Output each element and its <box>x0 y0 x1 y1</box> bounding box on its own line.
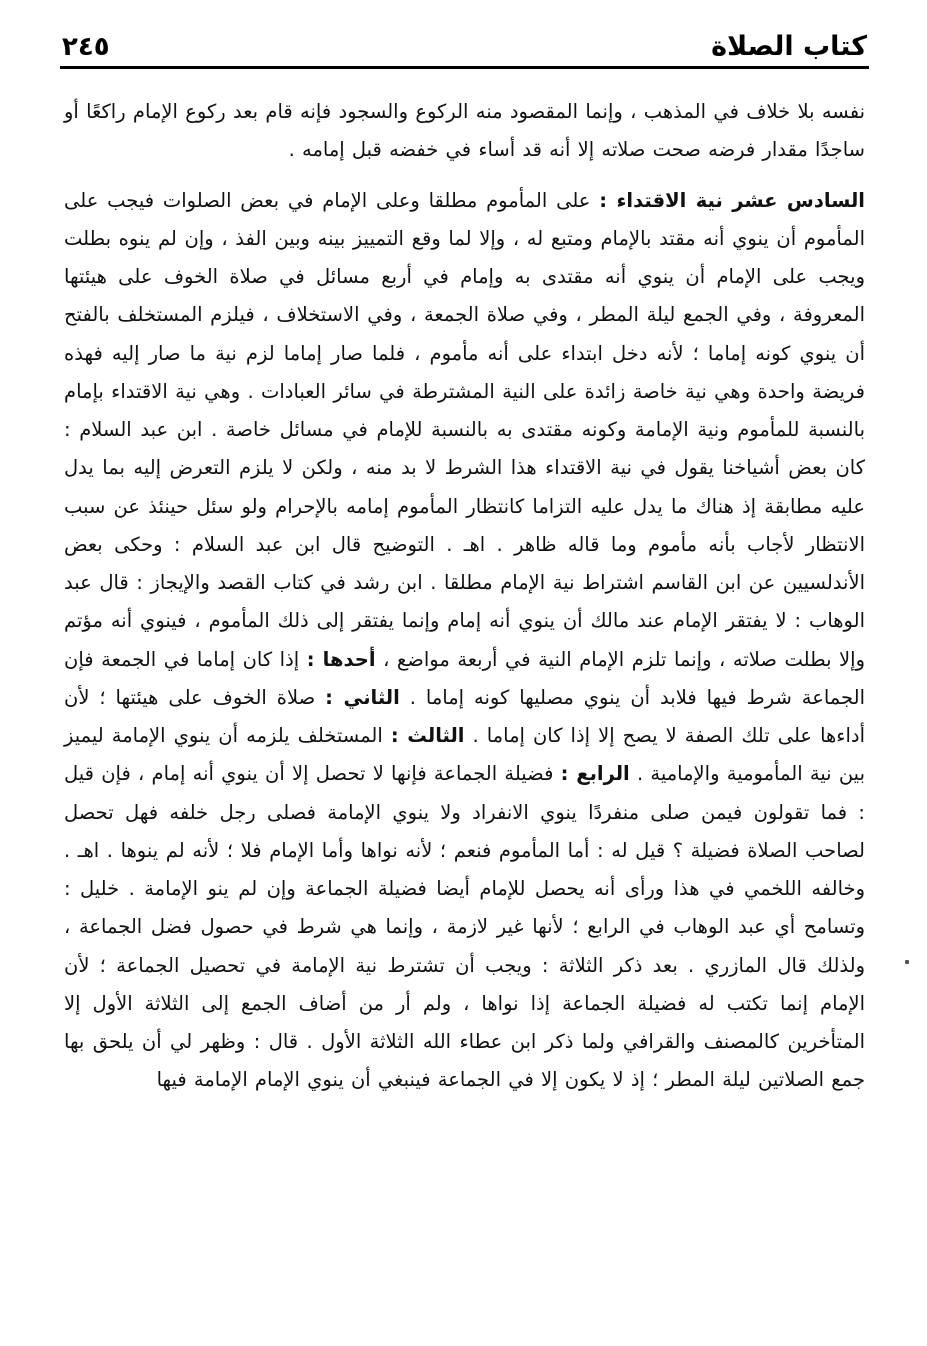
label-first: أحدها : <box>306 647 376 671</box>
page-header <box>62 24 867 64</box>
text-run-2: إذا كان إماما في الجمعة فإن الجماعة شرط فيها فلابد أن ينوي مصليها كونه إماما . <box>64 647 865 709</box>
scan-speck <box>905 960 909 964</box>
paragraph-intention-of-following <box>64 182 865 1100</box>
label-second: الثاني : <box>325 685 400 709</box>
label-third: الثالث : <box>390 724 465 747</box>
header-rule <box>60 66 869 69</box>
text-run-4: المستخلف يلزمه أن ينوي الإمامة ليميز بين نية المأمومية والإمامية . <box>64 724 865 786</box>
section-lead: السادس عشر نية الاقتداء : <box>599 188 865 212</box>
text-run-1: على المأموم مطلقا وعلى الإمام في بعض الصلوات فيجب على المأموم أن ينوي أنه مقتد بالإمام ومتبع له ، وإلا لما وقع التمييز بينه وبين الفذ ، وإن لم ينوه بطلت ويجب على الإمام أن ينوي أنه مقتدى به وإمام في أربع مسائل في صلاة الخوف على هيئتها المعروفة ، وفي الجمع ليلة المطر ، وفي صلاة الجمعة ، وفي الاستخلاف ، فيلزم المستخلف بالفتح أن ينوي كونه إماما ؛ لأنه دخل ابتداء على أنه مأموم ، فلما صار إماما لزم نية ما صار إليه فهذه فريضة واحدة وهي نية خاصة زائدة على النية المشترطة في سائر العبادات . وهي نية الاقتداء بإمام بالنسبة للمأموم ونية الإمامة وكونه مقتدى به بالنسبة للإمام في مسائل خاصة . ابن عبد السلام : كان بعض أشياخنا يقول في نية الاقتداء هذا الشرط لا بد منه ، ولكن لا يلزم التعرض إليه بما يدل عليه مطابقة إذ هناك ما يدل عليه التزاما كانتظار المأموم إمامه بالإحرام ولو سئل حينئذ عن سبب الانتظار لأجاب بأنه مأموم وما قاله ظاهر . اهـ . التوضيح قال ابن عبد السلام : وحكى بعض الأندلسيين عن ابن القاسم اشتراط نية الإمام مطلقا . ابن رشد في كتاب القصد والإيجاز : قال عبد الوهاب : لا يفتقر الإمام عند مالك أن ينوي أنه إمام وإنما يفتقر إلى ذلك المأموم ، فينوي أنه مؤتم وإلا بطلت صلاته ، وإنما تلزم الإمام النية في أربعة مواضع ، <box>64 188 866 671</box>
text-run-3: صلاة الخوف على هيئتها ؛ لأن أداءها على تلك الصفة لا يصح إلا إذا كان إماما . <box>64 685 865 747</box>
running-title: كتاب الصلاة <box>711 31 867 62</box>
label-fourth: الرابع : <box>560 762 630 786</box>
page-number: ٢٤٥ <box>62 32 110 62</box>
text-run-5: فضيلة الجماعة فإنها لا تحصل إلا أن ينوي أنه إمام ، فإن قيل : فما تقولون فيمن صلى منفردًا ينوي الانفراد ولا ينوي الإمامة فصلى رجل خلفه فهل تحصل لصاحب الصلاة فضيلة ؟ قيل له : أما المأموم فنعم ؛ لأنه نواها وأما الإمام فلا ؛ لأنه لم ينوها . اهـ . وخالفه اللخمي في هذا ورأى أنه يحصل للإمام أيضا فضيلة الجماعة وإن لم ينو الإمامة . خليل : وتسامح أي عبد الوهاب في الرابع ؛ لأنها غير لازمة ، وإنما هي شرط في حصول فضل الجماعة ، ولذلك قال المازري . بعد ذكر الثلاثة : ويجب أن تشترط نية الإمامة في تحصيل الجماعة ؛ لأن الإمام إنما تكتب له فضيلة الجماعة إذا نواها ، ولم أر من أضاف الجمع إلى الثلاثة الأول إلا المتأخرين كالمصنف والقرافي ولما ذكر ابن عطاء الله الثلاثة الأول . قال : وظهر لي أن يلحق بها جمع الصلاتين ليلة المطر ؛ إذ لا يكون إلا في الجماعة فينبغي أن ينوي الإمام الإمامة فيها <box>64 762 865 1092</box>
paragraph-continuation: نفسه بلا خلاف في المذهب ، وإنما المقصود منه الركوع والسجود فإنه قام بعد ركوع الإمام راكعًا أو ساجدًا مقدار فرضه صحت صلاته إلا أنه قد أساء في خفضه قبل إمامه . <box>64 99 865 161</box>
